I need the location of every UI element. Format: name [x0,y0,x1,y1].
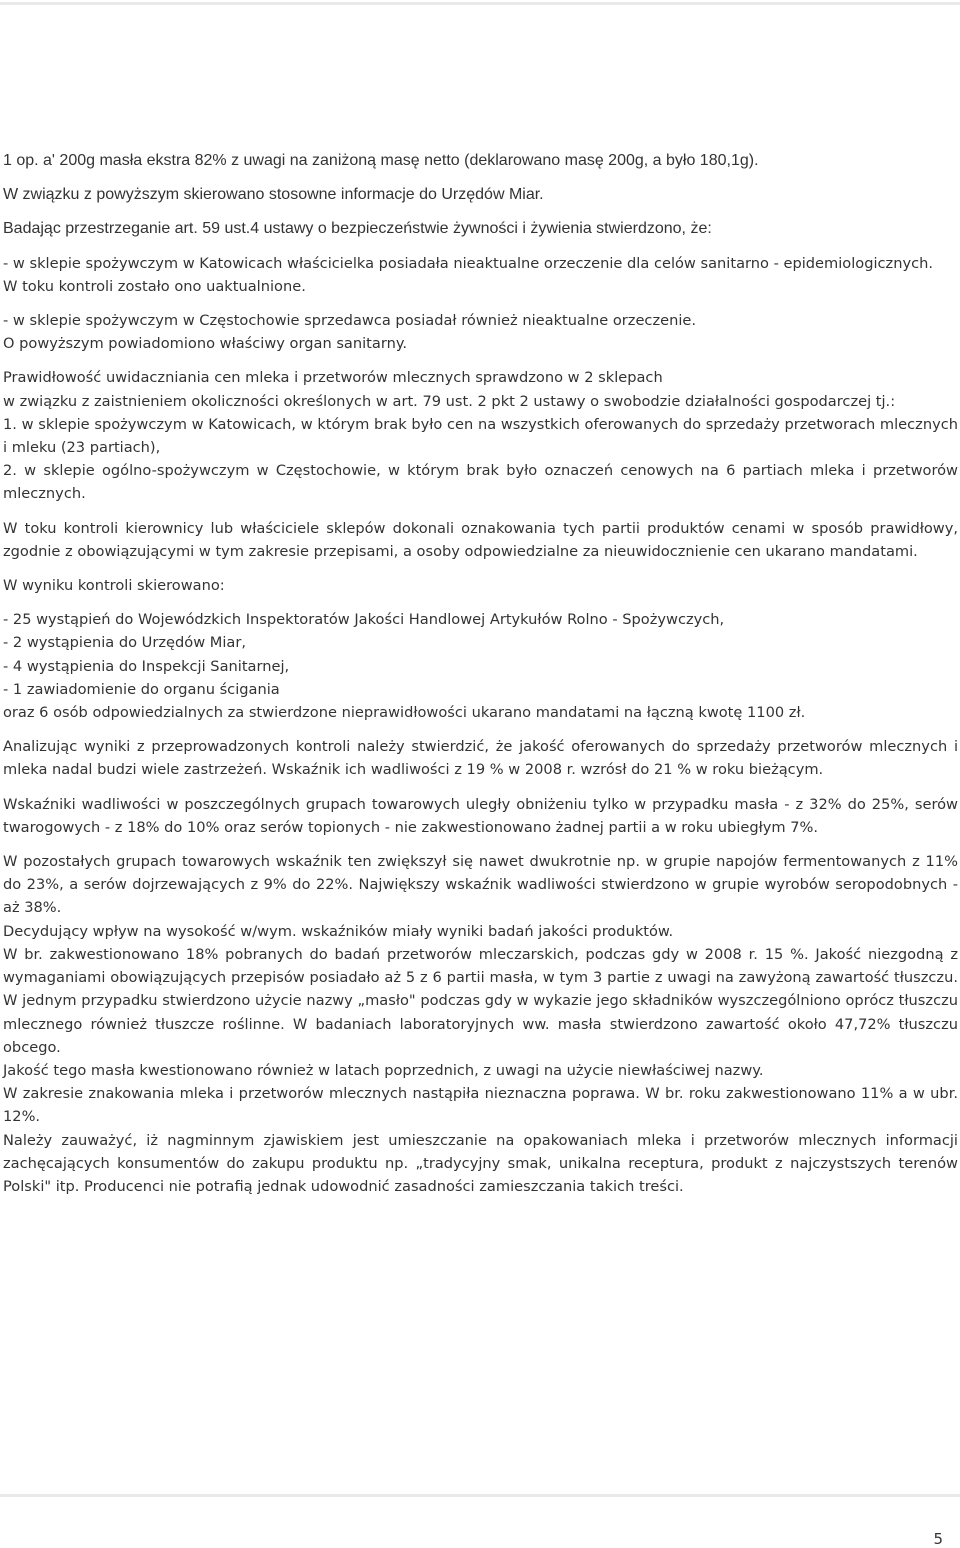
paragraph-line: W związku z powyższym skierowano stosowne informacje do Urzędów Miar. [3,186,544,204]
page-number: 5 [933,1530,943,1548]
list-item: - 1 zawiadomienie do organu ścigania [3,680,280,698]
document-body [3,149,958,1198]
paragraph: Należy zauważyć, iż nagminnym zjawiskiem jest umieszczanie na opakowaniach mleka i przetworów mlecznych informacji zachęcających konsumentów do zakupu produktu np. „tradycyjny smak, unikalna receptura, produkt z najczystszych terenów Polski" itp. Producenci nie potrafią jednak udowodnić zasadności zamieszczania takich treści. [3,1131,958,1195]
list-item: - 25 wystąpień do Wojewódzkich Inspektoratów Jakości Handlowej Artykułów Rolno - Spożywczych, [3,611,725,629]
paragraph-line: Badając przestrzeganie art. 59 ust.4 ustawy o bezpieczeństwie żywności i żywienia stwierdzono, że: [3,220,712,238]
paragraph: W toku kontroli kierownicy lub właściciele sklepów dokonali oznakowania tych partii produktów cenami w sposób prawidłowy, zgodnie z obowiązującymi w tym zakresie przepisami, a osoby odpowiedzialne za nieuwidocznienie cen ukarano mandatami. [3,519,958,560]
paragraph: W zakresie znakowania mleka i przetworów mlecznych nastąpiła nieznaczna poprawa. W br. roku zakwestionowano 11% a w ubr. 12%. [3,1085,958,1126]
paragraph-line: - w sklepie spożywczym w Częstochowie sprzedawca posiadał również nieaktualne orzeczenie. [3,312,697,330]
list-item: - 4 wystąpienia do Inspekcji Sanitarnej, [3,657,290,675]
paragraph-line: 2. w sklepie ogólno-spożywczym w Częstochowie, w którym brak było oznaczeń cenowych na 6 partiach mleka i przetworów mlecznych. [3,462,958,503]
bottom-divider [0,1494,960,1497]
paragraph: Decydujący wpływ na wysokość w/wym. wskaźników miały wyniki badań jakości produktów. [3,922,674,940]
top-divider [0,2,960,5]
paragraph: W br. zakwestionowano 18% pobranych do badań przetworów mleczarskich, podczas gdy w 2008 r. 15 %. Jakość niezgodną z wymaganiami obowiązujących przepisów posiadało aż 5 z 6 partii masła, w tym 3 partie z uwagi na zawyżoną zawartość tłuszczu. W jednym przypadku stwierdzono użycie nazwy „masło" podczas gdy w wykazie jego składników wyszczególniono oprócz tłuszczu mlecznego również tłuszcze roślinne. W badaniach laboratoryjnych ww. masła stwierdzono zawartość około 47,72% tłuszczu obcego. [3,945,958,1056]
paragraph-line: 1. w sklepie spożywczym w Katowicach, w którym brak było cen na wszystkich oferowanych do sprzedaży przetworach mlecznych i mleku (23 partiach), [3,415,958,457]
paragraph: W wyniku kontroli skierowano: [3,577,225,595]
paragraph-line: - w sklepie spożywczym w Katowicach właścicielka posiadała nieaktualne orzeczenie dla celów sanitarno - epidemiologicznych. [3,254,934,272]
paragraph-line: w związku z zaistnieniem okoliczności określonych w art. 79 ust. 2 pkt 2 ustawy o swobodzie działalności gospodarczej tj.: [3,392,896,410]
paragraph-line: 1 op. a' 200g masła ekstra 82% z uwagi na zaniżoną masę netto (deklarowano masę 200g, a było 180,1g). [3,152,759,169]
paragraph-line: oraz 6 osób odpowiedzialnych za stwierdzone nieprawidłowości ukarano mandatami na łączną kwotę 1100 zł. [3,704,806,722]
paragraph: Analizując wyniki z przeprowadzonych kontroli należy stwierdzić, że jakość oferowanych do sprzedaży przetworów mlecznych i mleka nadal budzi wiele zastrzeżeń. Wskaźnik ich wadliwości z 19 % w 2008 r. wzrósł do 21 % w roku bieżącym. [3,738,958,779]
paragraph: W pozostałych grupach towarowych wskaźnik ten zwiększył się nawet dwukrotnie np. w grupie napojów fermentowanych z 11% do 23%, a serów dojrzewających z 9% do 22%. Największy wskaźnik wadliwości stwierdzono w grupie wyrobów seropodobnych - aż 38%. [3,853,958,917]
paragraph-line: Prawidłowość uwidaczniania cen mleka i przetworów mlecznych sprawdzono w 2 sklepach [3,369,663,387]
paragraph-line: W toku kontroli zostało ono uaktualnione. [3,277,306,295]
paragraph-line: O powyższym powiadomiono właściwy organ sanitarny. [3,335,408,353]
paragraph: Wskaźniki wadliwości w poszczególnych grupach towarowych uległy obniżeniu tylko w przypadku masła - z 32% do 25%, serów twarogowych - z 18% do 10% oraz serów topionych - nie zakwestionowano żadnej partii a w roku ubiegłym 7%. [3,795,958,836]
paragraph: Jakość tego masła kwestionowano również w latach poprzednich, z uwagi na użycie niewłaściwej nazwy. [3,1061,764,1079]
list-item: - 2 wystąpienia do Urzędów Miar, [3,634,246,652]
